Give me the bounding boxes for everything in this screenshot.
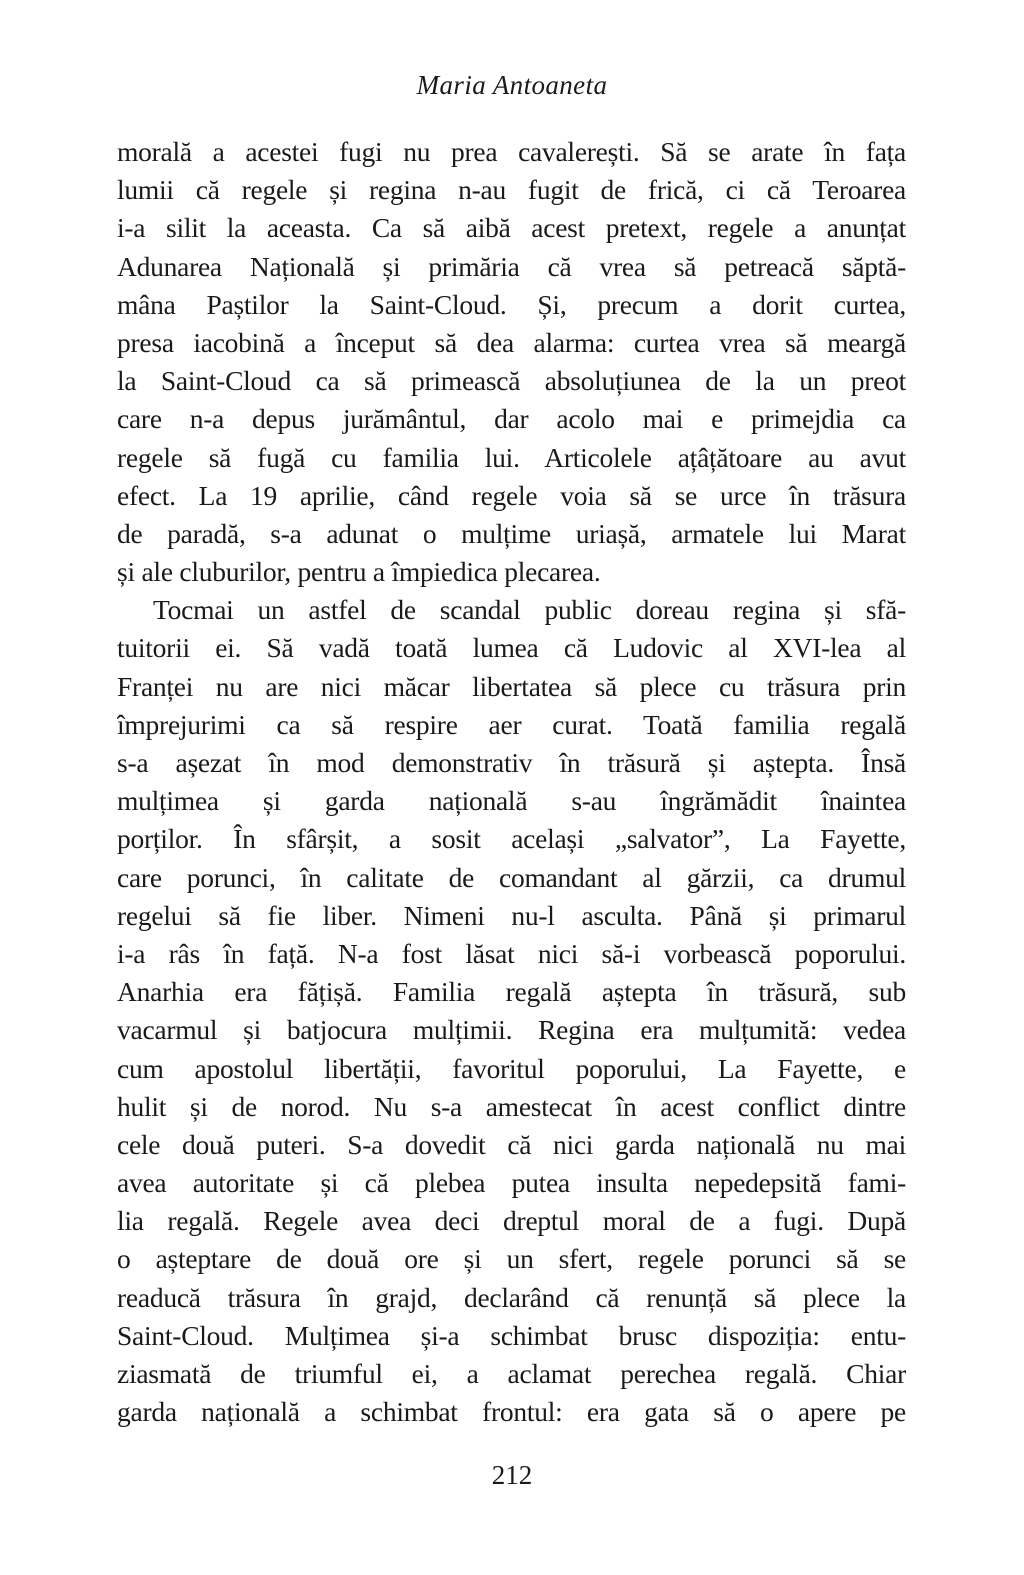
text-line: avea autoritate și că plebea putea insulta nepedepsită fami- <box>117 1167 906 1199</box>
text-line: și ale cluburilor, pentru a împiedica plecarea. <box>117 556 601 588</box>
text-line: s-a așezat în mod demonstrativ în trăsură și aștepta. Însă <box>117 747 906 778</box>
text-line: i-a silit la aceasta. Ca să aibă acest pretext, regele a anunțat <box>117 212 906 244</box>
text-line: cele două puteri. S-a dovedit că nici garda națională nu mai <box>117 1128 906 1160</box>
text-line: Saint-Cloud. Mulțimea și-a schimbat brusc dispoziția: entu- <box>117 1319 906 1351</box>
text-line: porților. În sfârșit, a sosit același „salvator”, La Fayette, <box>117 823 906 855</box>
text-line: împrejurimi ca să respire aer curat. Toată familia regală <box>117 708 906 740</box>
text-line: lumii că regele și regina n-au fugit de frică, ci că Teroarea <box>117 174 906 206</box>
text-line: lia regală. Regele avea deci dreptul moral de a fugi. După <box>117 1205 906 1237</box>
body-text <box>117 133 906 1431</box>
text-line: presa iacobină a început să dea alarma: curtea vrea să meargă <box>117 326 906 358</box>
running-header: Maria Antoaneta <box>416 70 608 100</box>
text-line: de paradă, s-a adunat o mulțime uriașă, armatele lui Marat <box>117 517 906 549</box>
text-line: hulit și de norod. Nu s-a amestecat în acest conflict dintre <box>117 1090 906 1122</box>
text-line: o așteptare de două ore și un sfert, regele porunci să se <box>117 1243 906 1275</box>
text-line: efect. La 19 aprilie, când regele voia să se urce în trăsura <box>117 479 906 511</box>
text-line: Tocmai un astfel de scandal public doreau regina și sfă- <box>153 594 906 626</box>
page-number: 212 <box>491 1460 533 1490</box>
text-line: care n-a depus jurământul, dar acolo mai e primejdia ca <box>117 403 906 435</box>
text-line: i-a râs în față. N-a fost lăsat nici să-i vorbească poporului. <box>117 937 906 969</box>
text-line: readucă trăsura în grajd, declarând că renunță să plece la <box>117 1281 906 1313</box>
text-line: regelui să fie liber. Nimeni nu-l asculta. Până și primarul <box>117 899 906 931</box>
text-line: Adunarea Națională și primăria că vrea să petreacă săptă- <box>117 250 906 282</box>
text-line: cum apostolul libertății, favoritul poporului, La Fayette, e <box>117 1052 906 1084</box>
text-line: morală a acestei fugi nu prea cavalerești. Să se arate în fața <box>117 136 906 167</box>
text-line: mâna Paștilor la Saint-Cloud. Și, precum a dorit curtea, <box>117 288 906 320</box>
text-line: vacarmul și batjocura mulțimii. Regina era mulțumită: vedea <box>117 1014 906 1046</box>
text-line: ziasmată de triumful ei, a aclamat perechea regală. Chiar <box>117 1358 906 1389</box>
text-line: care porunci, în calitate de comandant al gărzii, ca drumul <box>117 861 906 893</box>
text-line: regele să fugă cu familia lui. Articolele ațâțătoare au avut <box>117 441 906 473</box>
text-line: mulțimea și garda națională s-au îngrămădit înaintea <box>117 785 906 817</box>
text-line: Anarhia era fățișă. Familia regală aștepta în trăsură, sub <box>117 976 906 1008</box>
text-line: la Saint-Cloud ca să primească absoluțiunea de la un preot <box>117 365 906 397</box>
text-line: tuitorii ei. Să vadă toată lumea că Ludovic al XVI-lea al <box>117 632 906 664</box>
text-line: garda națională a schimbat frontul: era gata să o apere pe <box>117 1396 906 1428</box>
text-line: Franței nu are nici măcar libertatea să plece cu trăsura prin <box>117 670 906 702</box>
